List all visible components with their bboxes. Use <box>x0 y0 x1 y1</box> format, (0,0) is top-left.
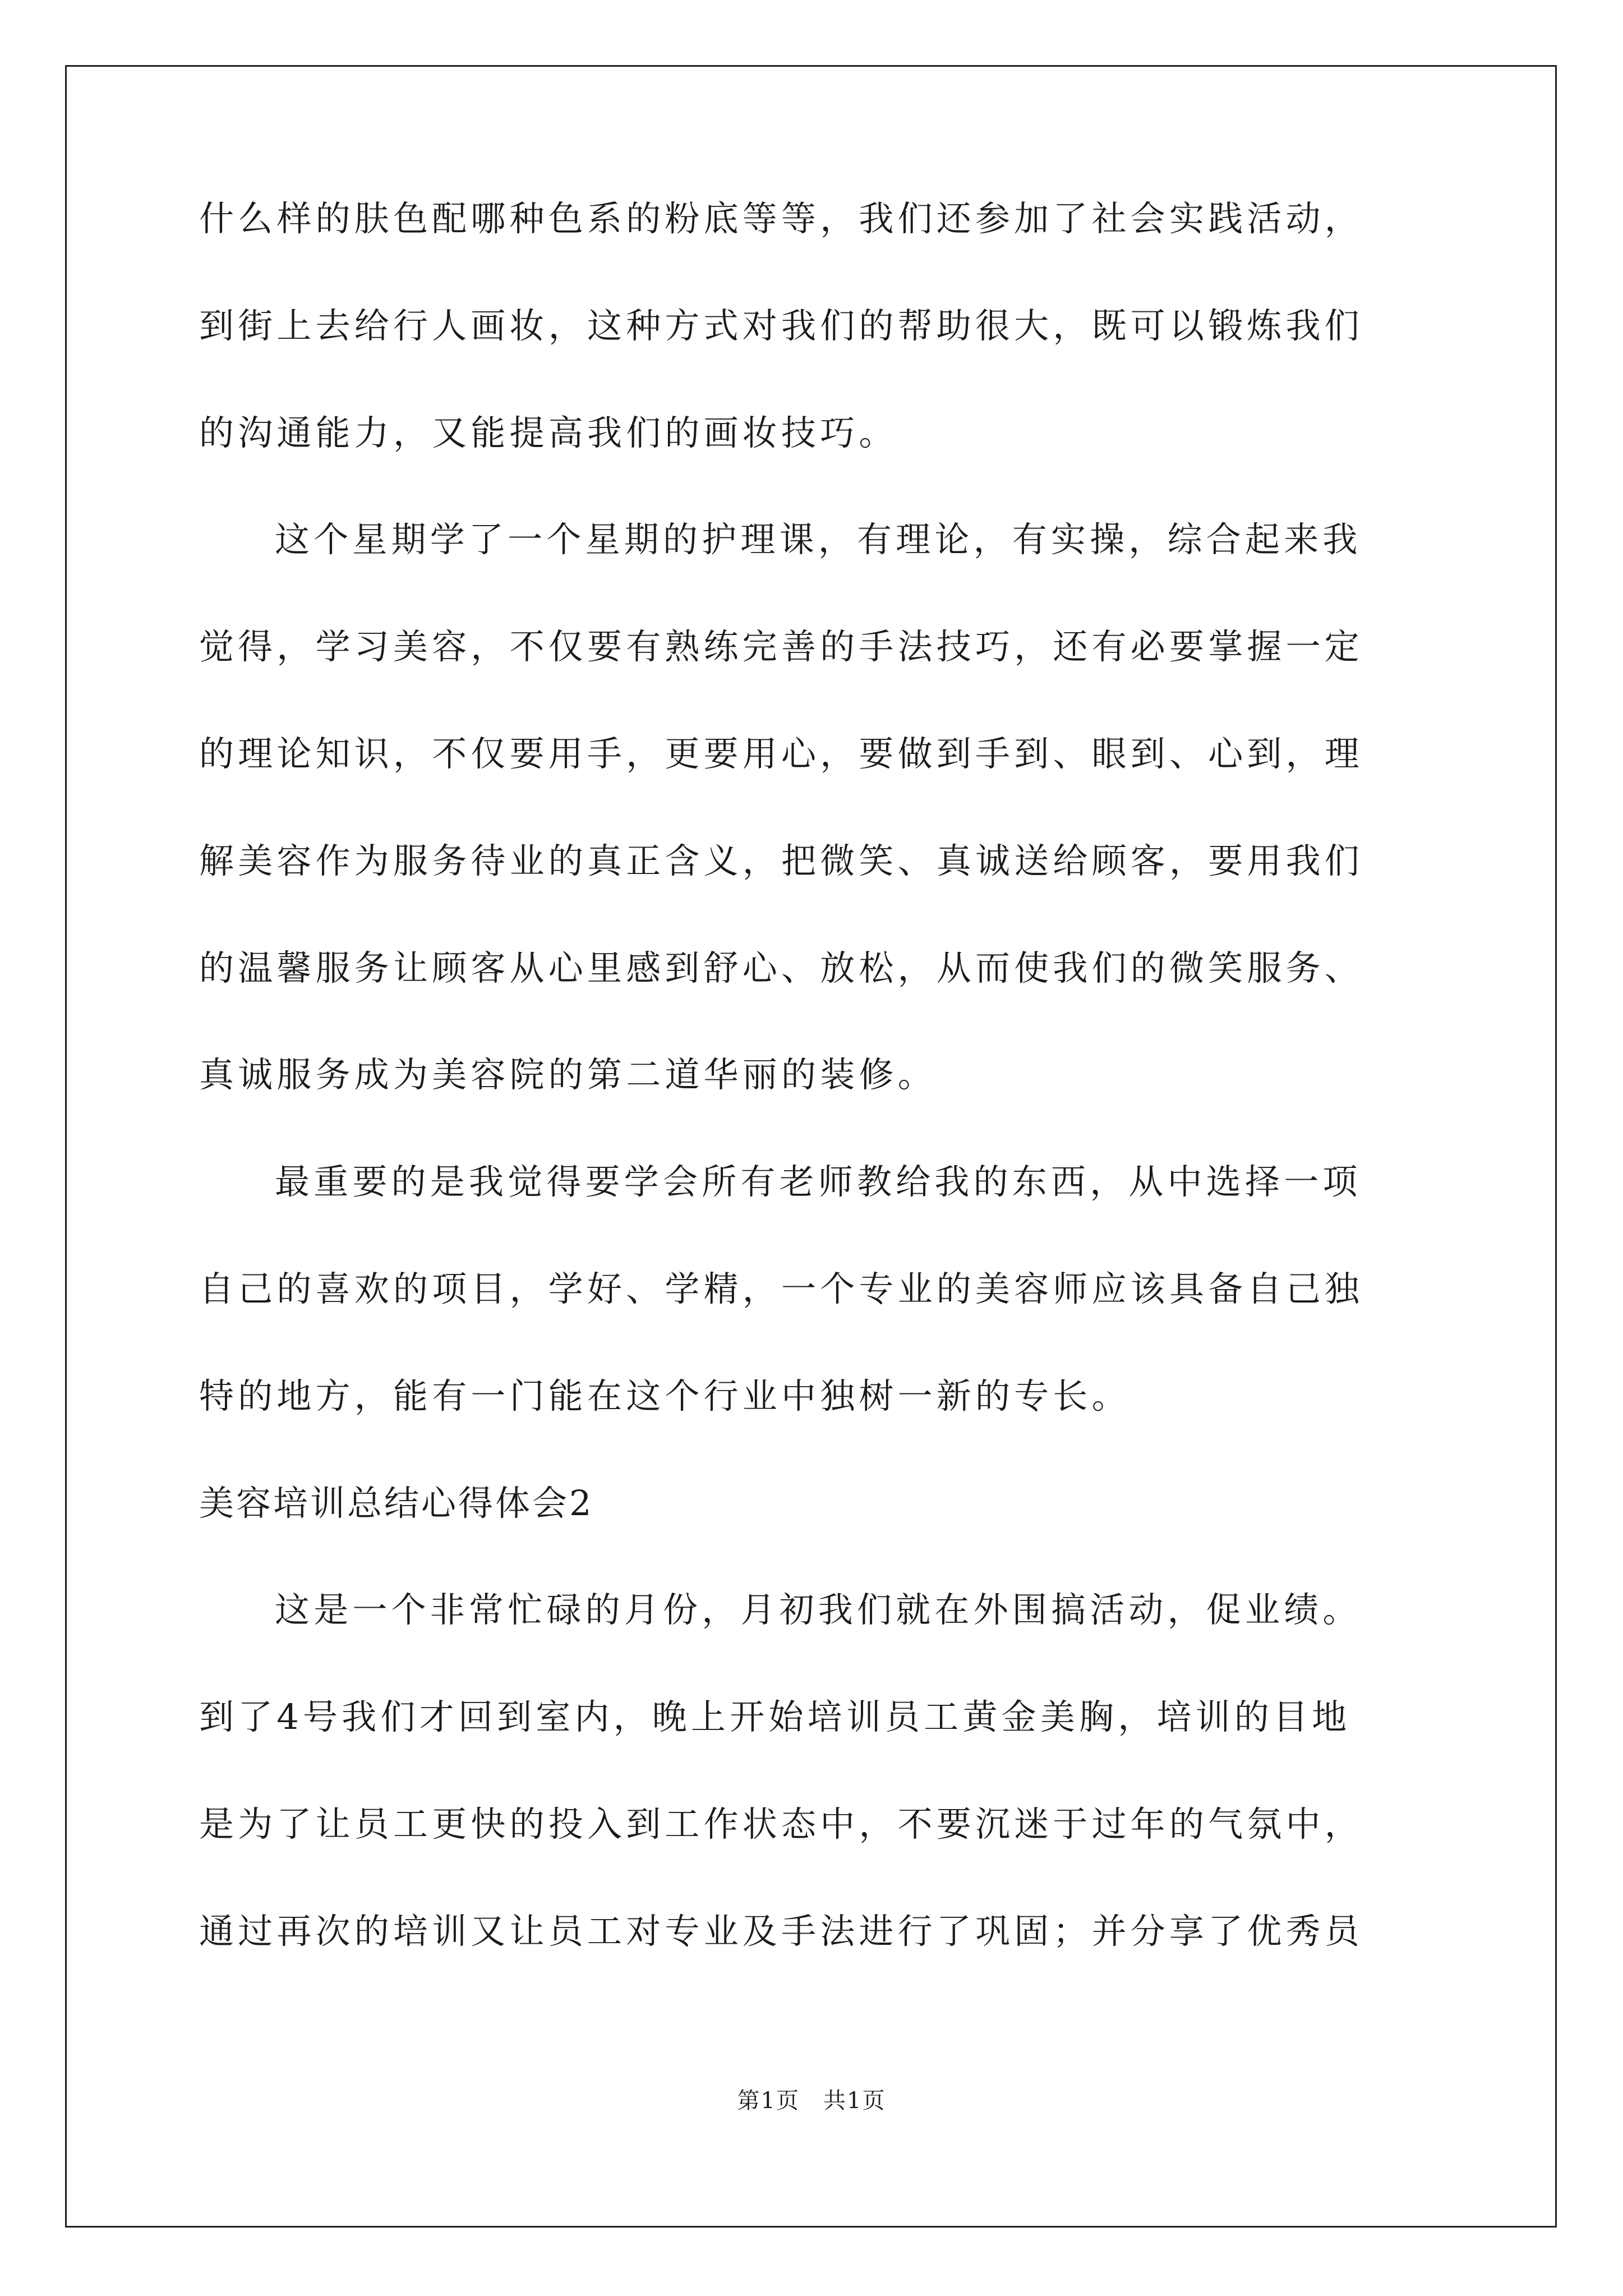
page-number: 第1页 共1页 <box>737 2088 886 2114</box>
text-line: 是为了让员工更快的投入到工作状态中，不要沉迷于过年的气氛中， <box>199 1803 1364 1844</box>
text-line: 真诚服务成为美容院的第二道华丽的装修。 <box>199 1054 937 1095</box>
text-line: 特的地方，能有一门能在这个行业中独树一新的专长。 <box>199 1375 1131 1416</box>
text-line: 的理论知识，不仅要用手，更要用心，要做到手到、眼到、心到，理 <box>199 733 1364 774</box>
text-line: 的温馨服务让顾客从心里感到舒心、放松，从而使我们的微笑服务、 <box>199 947 1364 988</box>
text-line: 自己的喜欢的项目，学好、学精，一个专业的美容师应该具备自己独 <box>199 1268 1364 1309</box>
page-border <box>65 65 1557 2228</box>
text-line: 解美容作为服务待业的真正含义，把微笑、真诚送给顾客，要用我们 <box>199 840 1364 881</box>
paragraph-first-line: 这是一个非常忙碌的月份，月初我们就在外围搞活动，促业绩。 <box>275 1589 1362 1630</box>
text-line: 到了4号我们才回到室内，晚上开始培训员工黄金美胸，培训的目地 <box>199 1696 1351 1737</box>
text-line: 通过再次的培训又让员工对专业及手法进行了巩固；并分享了优秀员 <box>199 1911 1364 1952</box>
paragraph-first-line: 最重要的是我觉得要学会所有老师教给我的东西，从中选择一项 <box>275 1161 1362 1202</box>
text-line: 觉得，学习美容，不仅要有熟练完善的手法技巧，还有必要掌握一定 <box>199 626 1364 667</box>
text-line: 什么样的肤色配哪种色系的粉底等等，我们还参加了社会实践活动， <box>199 198 1364 239</box>
text-line: 到街上去给行人画妆，这种方式对我们的帮助很大，既可以锻炼我们 <box>199 305 1364 346</box>
section-heading: 美容培训总结心得体会2 <box>199 1483 594 1524</box>
paragraph-first-line: 这个星期学了一个星期的护理课，有理论，有实操，综合起来我 <box>275 519 1362 560</box>
text-line: 的沟通能力，又能提高我们的画妆技巧。 <box>199 412 898 453</box>
